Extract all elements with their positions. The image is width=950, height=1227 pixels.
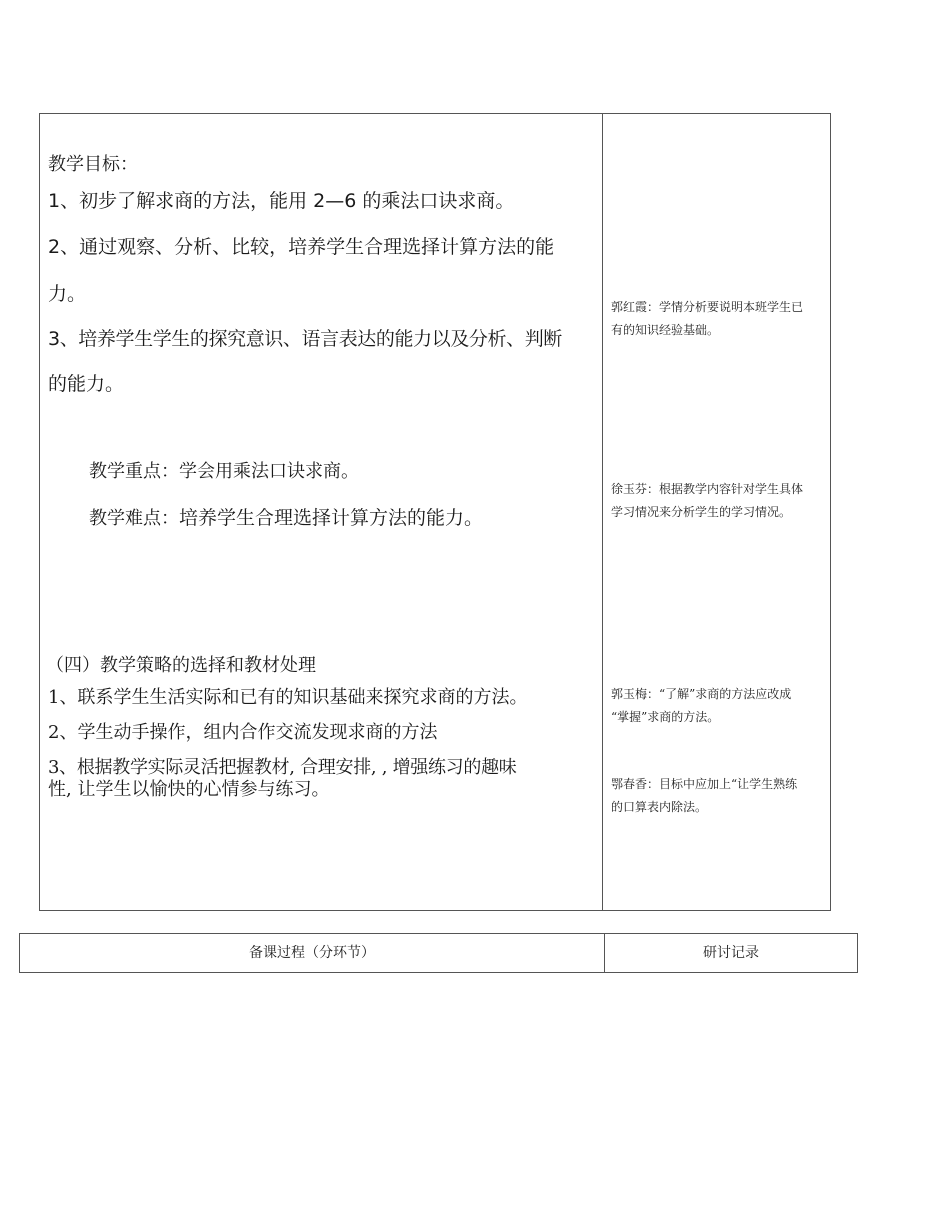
review-comment: [611, 773, 825, 819]
objective-item-1: 1、初步了解求商的方法，能用 2—6 的乘法口诀求商。: [48, 190, 515, 212]
review-comment: [611, 478, 825, 524]
review-comment-line: 徐玉芬：根据教学内容针对学生具体: [611, 482, 804, 496]
review-comment-line: “掌握”求商的方法。: [611, 710, 720, 724]
strategy-item-3-line-1: 3、根据教学实际灵活把握教材, 合理安排, , 增强练习的趣味: [48, 757, 517, 778]
objective-item-3-line-1: 3、培养学生学生的探究意识、语言表达的能力以及分析、判断: [48, 328, 562, 350]
teaching-difficulty: [89, 505, 483, 532]
header-lesson-process: 备课过程（分环节）: [249, 945, 375, 961]
review-comment-line: 的口算表内除法。: [611, 800, 708, 814]
strategy-heading: （四）教学策略的选择和教材处理: [46, 655, 316, 676]
review-comment: [611, 683, 825, 729]
objective-item-2-line-1: 2、通过观察、分析、比较，培养学生合理选择计算方法的能: [48, 236, 555, 258]
strategy-item-1: 1、联系学生生活实际和已有的知识基础来探究求商的方法。: [48, 687, 528, 708]
teaching-difficulty-label: 教学难点：: [89, 508, 179, 529]
column-divider: [602, 113, 603, 911]
teaching-focus: 教学重点：学会用乘法口诀求商。: [89, 461, 359, 482]
review-comment-line: 郭红霞：学情分析要说明本班学生已: [611, 300, 804, 314]
objectives-heading: 教学目标：: [48, 154, 138, 175]
review-comment-line: 学习情况来分析学生的学习情况。: [611, 505, 792, 519]
objective-item-3-line-2: 的能力。: [48, 373, 125, 395]
strategy-item-2: 2、学生动手操作，组内合作交流发现求商的方法: [48, 722, 438, 743]
review-comment-line: 郭玉梅：“了解”求商的方法应改成: [611, 687, 792, 701]
review-comment-line: 有的知识经验基础。: [611, 323, 720, 337]
teaching-difficulty-text: 培养学生合理选择计算方法的能力。: [179, 507, 484, 529]
objective-item-2-line-2: 力。: [48, 283, 87, 305]
review-comment-line: 鄂春香：目标中应加上“让学生熟练: [611, 777, 798, 791]
review-comment: [611, 296, 825, 342]
strategy-item-3-line-2: 性, 让学生以愉快的心情参与练习。: [48, 779, 330, 800]
header-discussion-record: 研讨记录: [703, 945, 759, 961]
